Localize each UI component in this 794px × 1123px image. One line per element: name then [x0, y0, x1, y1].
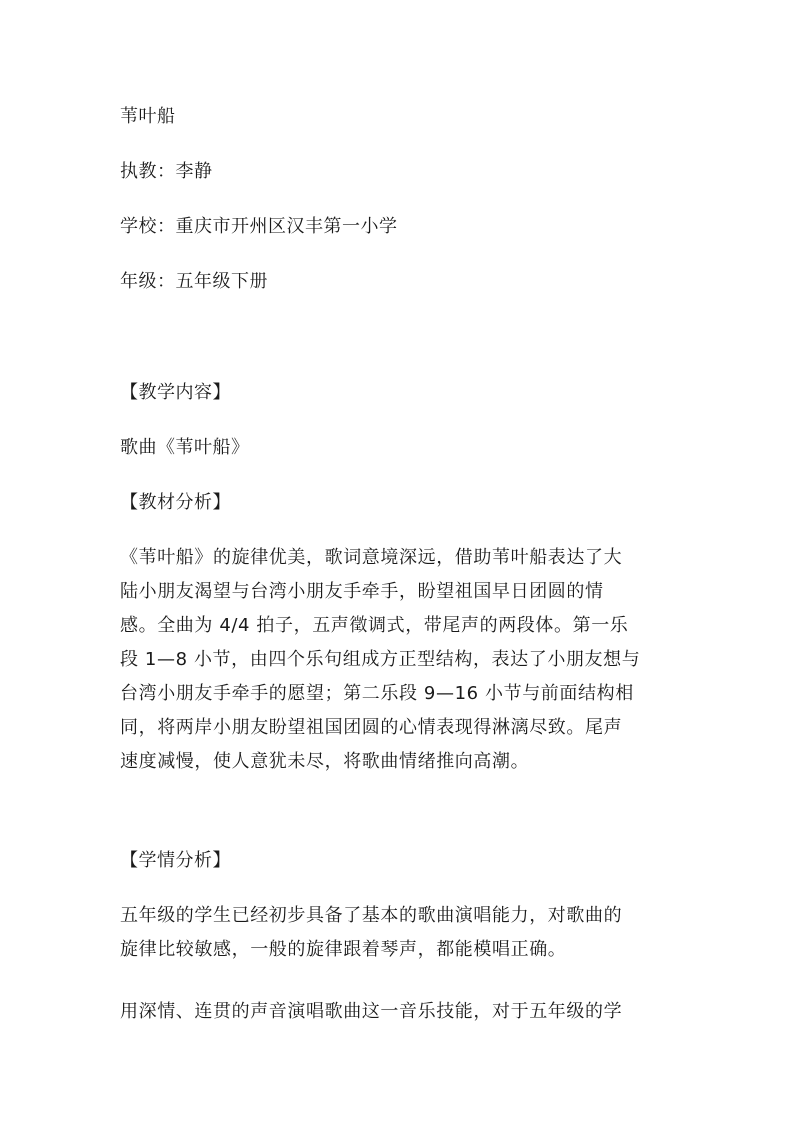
material-line: 速度减慢，使人意犹未尽，将歌曲情绪推向高潮。 [120, 751, 530, 772]
material-line: 《苇叶船》的旋律优美，歌词意境深远，借助苇叶船表达了大 [120, 547, 623, 568]
grade-line: 年级：五年级下册 [120, 271, 268, 292]
material-heading: 【教材分析】 [120, 492, 231, 513]
skill-line: 用深情、连贯的声音演唱歌曲这一音乐技能，对于五年级的学 [120, 1001, 623, 1022]
skill-paragraph [120, 995, 668, 1029]
material-line: 感。全曲为 4/4 拍子，五声徵调式，带尾声的两段体。第一乐 [120, 615, 629, 636]
content-heading: 【教学内容】 [120, 382, 231, 403]
material-line: 陆小朋友渴望与台湾小朋友手牵手，盼望祖国早日团圆的情 [120, 581, 604, 602]
document-title: 苇叶船 [120, 106, 176, 127]
school-line: 学校：重庆市开州区汉丰第一小学 [120, 216, 398, 237]
material-line: 段 1—8 小节，由四个乐句组成方正型结构，表达了小朋友想与 [120, 649, 641, 670]
material-line: 同，将两岸小朋友盼望祖国团圆的心情表现得淋漓尽致。尾声 [120, 717, 623, 738]
student-line: 旋律比较敏感，一般的旋律跟着琴声，都能模唱正确。 [120, 939, 567, 960]
student-paragraph [120, 899, 668, 967]
content-text: 歌曲《苇叶船》 [120, 437, 250, 458]
teacher-line: 执教：李静 [120, 161, 213, 182]
student-line: 五年级的学生已经初步具备了基本的歌曲演唱能力，对歌曲的 [120, 905, 623, 926]
student-heading: 【学情分析】 [120, 850, 231, 871]
material-paragraph [120, 541, 668, 779]
material-line: 台湾小朋友手牵手的愿望；第二乐段 9—16 小节与前面结构相 [120, 683, 634, 704]
